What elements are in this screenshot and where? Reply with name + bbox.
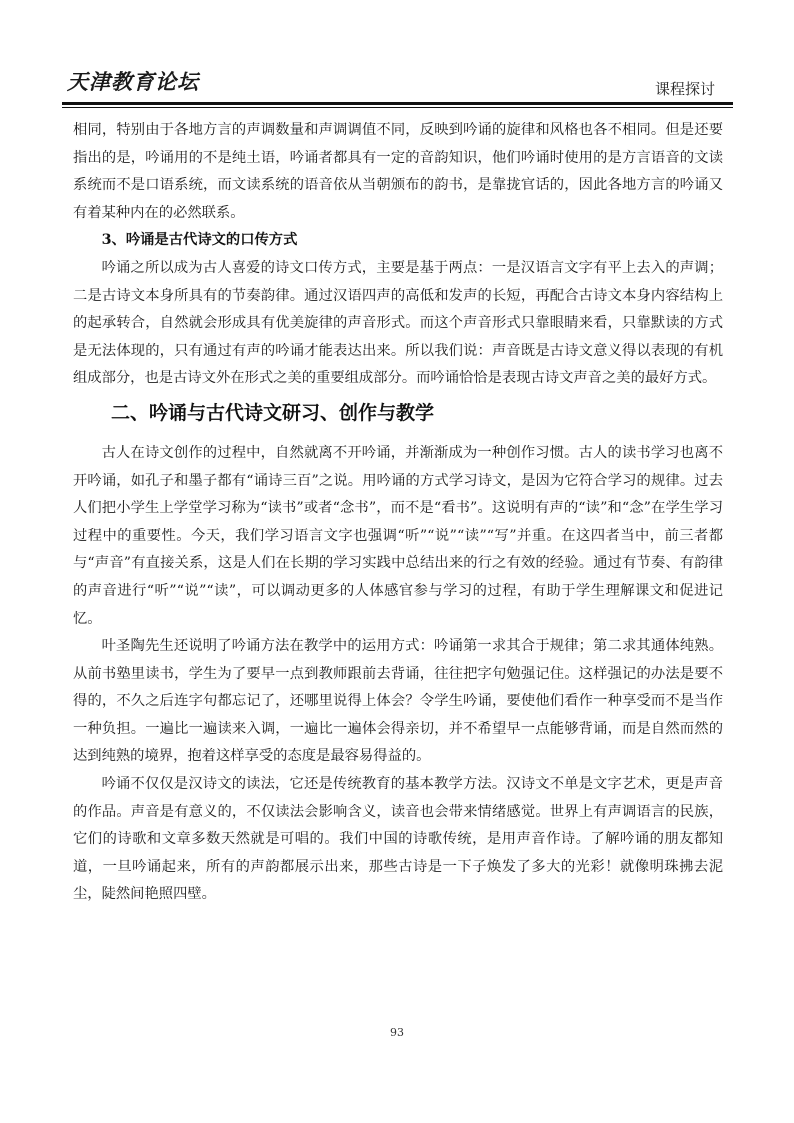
- article-body: [73, 117, 723, 909]
- paragraph: 古人在诗文创作的过程中，自然就离不开吟诵，并渐渐成为一种创作习惯。古人的读书学习也离不开吟诵，如孔子和墨子都有“诵诗三百”之说。用吟诵的方式学习诗文，是因为它符合学习的规律。过去人们把小学生上学堂学习称为“读书”或者“念书”，而不是“看书”。这说明有声的“读”和“念”在学生学习过程中的重要性。今天，我们学习语言文字也强调“听”“说”“读”“写”并重。在这四者当中，前三者都与“声音”有直接关系，这是人们在长期的学习实践中总结出来的行之有效的经验。通过有节奏、有韵律的声音进行“听”“说”“读”，可以调动更多的人体感官参与学习的过程，有助于学生理解课文和促进记忆。: [73, 444, 723, 627]
- section-label: 课程探讨: [655, 81, 716, 98]
- journal-logo: 天津教育论坛: [67, 69, 199, 94]
- page-number: 93: [390, 1026, 404, 1039]
- paragraph: 叶圣陶先生还说明了吟诵方法在教学中的运用方式：吟诵第一求其合于规律；第二求其通体纯熟。从前书塾里读书，学生为了要早一点到教师跟前去背诵，往往把字句勉强记住。这样强记的办法是要不得的，不久之后连字句都忘记了，还哪里说得上体会？令学生吟诵，要使他们看作一种享受而不是当作一种负担。一遍比一遍读来入调，一遍比一遍体会得亲切，并不希望早一点能够背诵，而是自然而然的达到纯熟的境界，抱着这样享受的态度是最容易得益的。: [73, 638, 723, 765]
- header-divider-thin: [62, 107, 733, 108]
- paragraph: 吟诵之所以成为古人喜爱的诗文口传方式，主要是基于两点：一是汉语言文字有平上去入的声调；二是古诗文本身所具有的节奏韵律。通过汉语四声的高低和发声的长短，再配合古诗文本身内容结构上的起承转合，自然就会形成具有优美旋律的声音形式。而这个声音形式只靠眼睛来看，只靠默读的方式是无法体现的，只有通过有声的吟诵才能表达出来。所以我们说：声音既是古诗文意义得以表现的有机组成部分，也是古诗文外在形式之美的重要组成部分。而吟诵恰恰是表现古诗文声音之美的最好方式。: [73, 259, 723, 387]
- paragraph: 吟诵不仅仅是汉诗文的读法，它还是传统教育的基本教学方法。汉诗文不单是文字艺术，更是声音的作品。声音是有意义的，不仅读法会影响含义，读音也会带来情绪感觉。世界上有声调语言的民族，它们的诗歌和文章多数天然就是可唱的。我们中国的诗歌传统，是用声音作诗。了解吟诵的朋友都知道，一旦吟诵起来，所有的声韵都展示出来，那些古诗是一下子焕发了多大的光彩！就像明珠拂去泥尘，陡然间艳照四壁。: [73, 776, 723, 903]
- section-heading: 二、吟诵与古代诗文研习、创作与教学: [111, 401, 435, 424]
- header-divider-thick: [62, 102, 733, 105]
- paragraph-continued: 相同，特别由于各地方言的声调数量和声调调值不同，反映到吟诵的旋律和风格也各不相同。但是还要指出的是，吟诵用的不是纯土语，吟诵者都具有一定的音韵知识，他们吟诵时使用的是方言语音的文读系统而不是口语系统，而文读系统的语音依从当朝颁布的韵书，是靠拢官话的，因此各地方言的吟诵又有着某种内在的必然联系。: [73, 122, 723, 221]
- subsection-heading: 3、吟诵是古代诗文的口传方式: [101, 232, 298, 249]
